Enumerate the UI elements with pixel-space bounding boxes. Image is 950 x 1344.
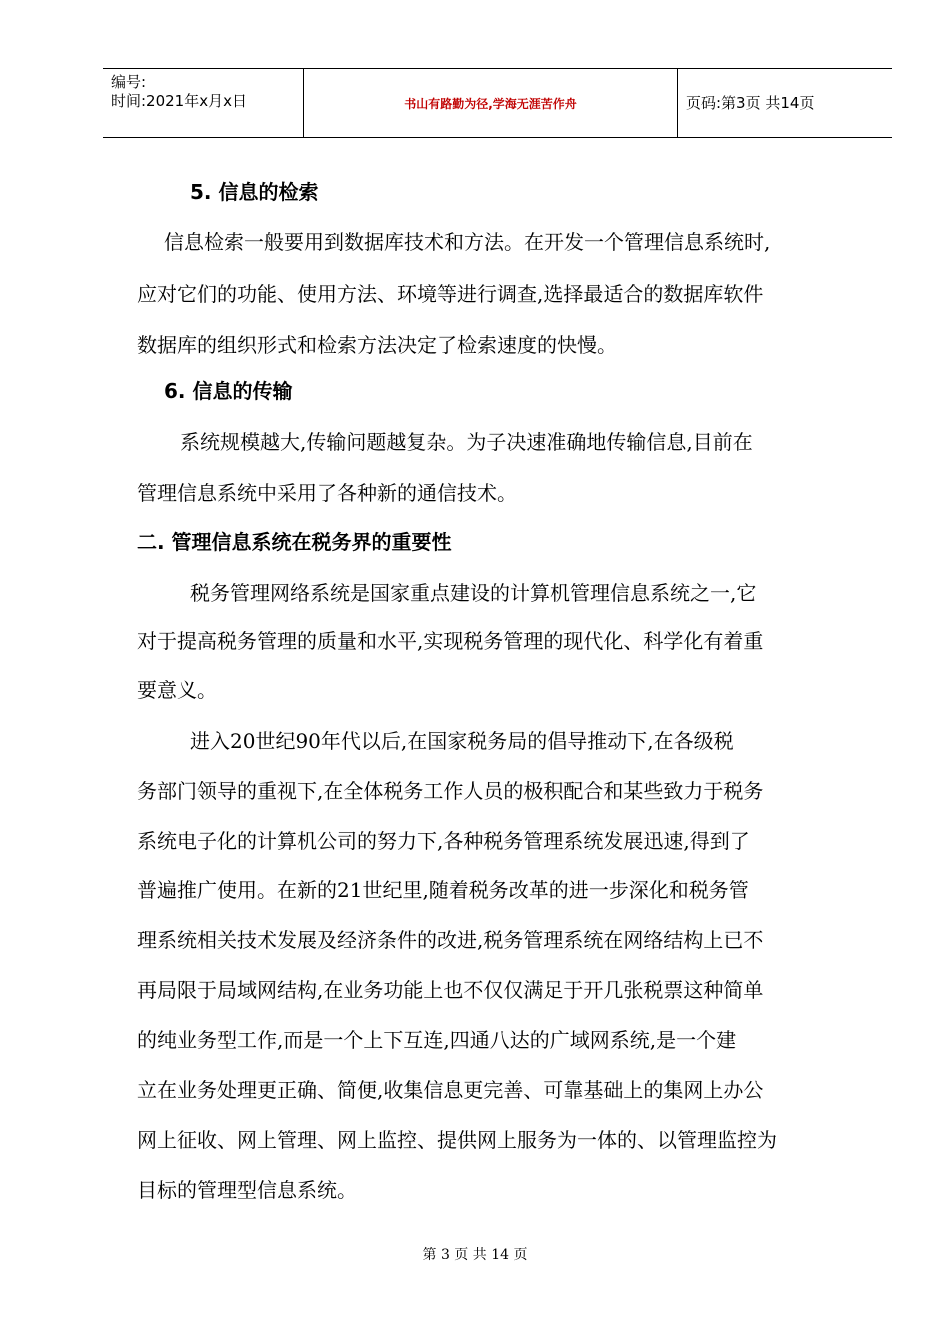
- paragraph-line: 网上征收、网上管理、网上监控、提供网上服务为一体的、以管理监控为: [137, 1128, 777, 1152]
- paragraph-line: 系统规模越大,传输问题越复杂。为子决速准确地传输信息,目前在: [180, 430, 753, 454]
- paragraph-line: 管理信息系统中采用了各种新的通信技术。: [137, 481, 517, 505]
- paragraph-line: 立在业务处理更正确、简便,收集信息更完善、可靠基础上的集网上办公: [137, 1078, 764, 1102]
- paragraph-line: 系统电子化的计算机公司的努力下,各种税务管理系统发展迅速,得到了: [137, 829, 750, 853]
- paragraph-line: 务部门领导的重视下,在全体税务工作人员的极积配合和某些致力于税务: [137, 779, 764, 803]
- paragraph-line: 进入20世纪90年代以后,在国家税务局的倡导推动下,在各级税: [190, 729, 734, 753]
- paragraph-line: 再局限于局域网结构,在业务功能上也不仅仅满足于开几张税票这种简单: [137, 978, 764, 1002]
- section-heading-transmission: 6. 信息的传输: [164, 379, 293, 403]
- header-page-code: 页码:第3页 共14页: [686, 94, 815, 112]
- header-slogan-cell: [304, 69, 678, 137]
- paragraph-line: 对于提高税务管理的质量和水平,实现税务管理的现代化、科学化有着重: [137, 629, 764, 653]
- paragraph-line: 目标的管理型信息系统。: [137, 1178, 357, 1202]
- header-page-cell: [678, 69, 892, 137]
- paragraph-line: 普遍推广使用。在新的21世纪里,随着税务改革的进一步深化和税务管: [137, 878, 749, 902]
- paragraph-line: 税务管理网络系统是国家重点建设的计算机管理信息系统之一,它: [190, 581, 757, 605]
- document-header: [103, 68, 892, 138]
- section-heading-importance: 二. 管理信息系统在税务界的重要性: [137, 530, 452, 554]
- paragraph-line: 信息检索一般要用到数据库技术和方法。在开发一个管理信息系统时,: [164, 230, 771, 254]
- paragraph-line: 数据库的组织形式和检索方法决定了检索速度的快慢。: [137, 333, 617, 357]
- page-footer: 第 3 页 共 14 页: [422, 1247, 528, 1263]
- paragraph-line: 理系统相关技术发展及经济条件的改进,税务管理系统在网络结构上已不: [137, 928, 764, 952]
- header-slogan: 书山有路勤为径,学海无涯苦作舟: [404, 97, 577, 111]
- date-label: 时间:2021年x月x日: [111, 92, 247, 110]
- paragraph-line: 应对它们的功能、使用方法、环境等进行调查,选择最适合的数据库软件: [137, 282, 764, 306]
- paragraph-line: 的纯业务型工作,而是一个上下互连,四通八达的广域网系统,是一个建: [137, 1028, 737, 1052]
- serial-number-label: 编号:: [111, 73, 147, 91]
- paragraph-line: 要意义。: [137, 678, 217, 702]
- section-heading-retrieval: 5. 信息的检索: [190, 180, 319, 204]
- header-meta-cell: [103, 69, 304, 137]
